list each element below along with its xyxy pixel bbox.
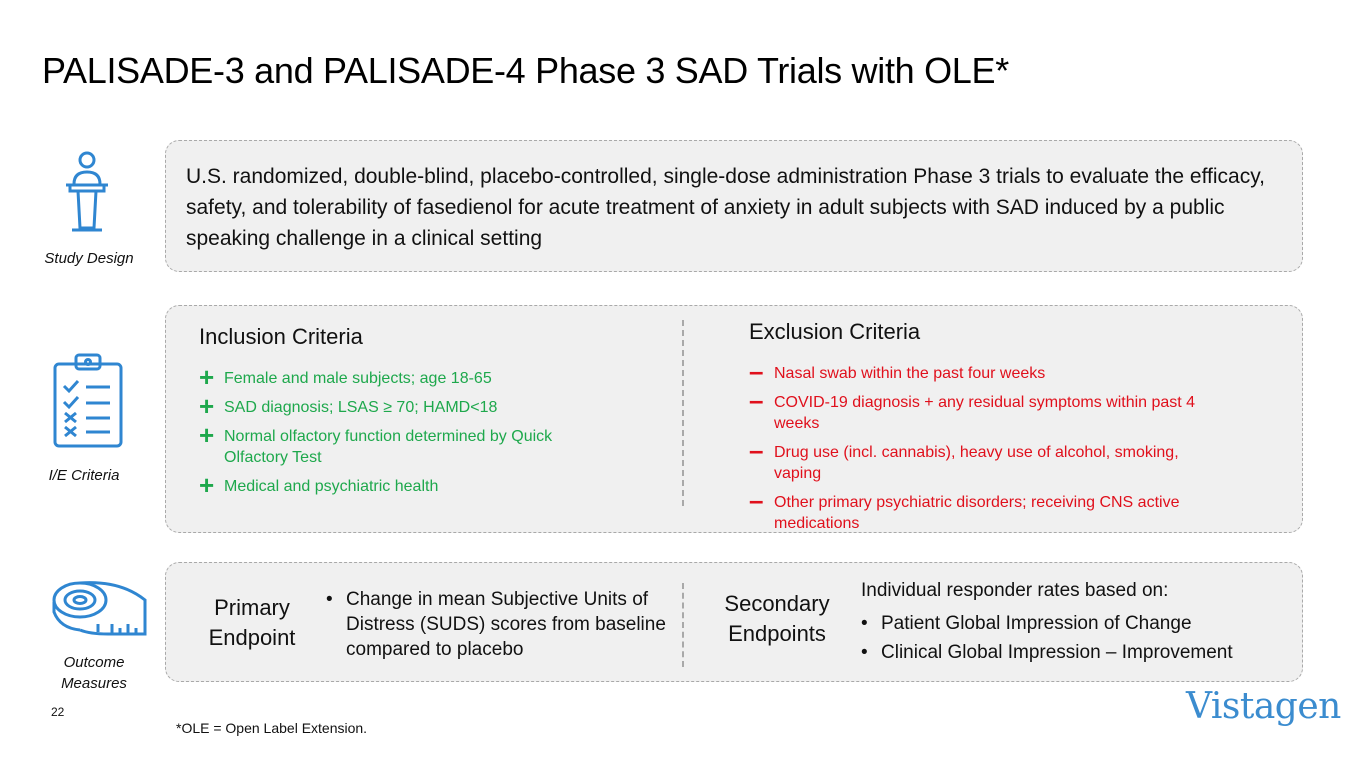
vistagen-logo: Vistagen xyxy=(1186,686,1341,727)
list-item: + SAD diagnosis; LSAS ≥ 70; HAMD<18 xyxy=(199,391,498,421)
minus-icon: – xyxy=(749,485,764,515)
secondary-endpoints-label: Secondary Endpoints xyxy=(724,591,830,646)
primary-endpoint-label: Primary Endpoint xyxy=(208,595,296,650)
plus-icon: + xyxy=(199,362,215,392)
podium-speaker-icon xyxy=(62,150,112,239)
plus-icon: + xyxy=(199,470,215,500)
minus-icon: – xyxy=(749,385,764,415)
list-item: • Clinical Global Impression – Improvement xyxy=(861,638,1291,667)
plus-icon: + xyxy=(199,391,215,421)
study-design-text: U.S. randomized, double-blind, placebo-controlled, single-dose administration Phase 3 trials to evaluate the efficacy, safety, and tolerability of fasedienol for acute treatment of anxiety in adult subjects with SAD induced by a public speaking challenge in a clinical setting xyxy=(186,165,1265,250)
outcome-measures-label: Outcome Measures xyxy=(61,654,127,692)
study-design-panel xyxy=(165,140,1303,272)
list-item: – Nasal swab within the past four weeks xyxy=(749,356,1046,386)
exclusion-heading: Exclusion Criteria xyxy=(749,319,921,344)
list-item: + Normal olfactory function determined by Quick Olfactory Test xyxy=(199,420,553,466)
column-divider xyxy=(682,583,684,667)
outcome-panel xyxy=(165,562,1303,682)
ie-criteria-label: I/E Criteria xyxy=(48,467,120,484)
ie-criteria-panel xyxy=(165,305,1303,533)
page-title: PALISADE-3 and PALISADE-4 Phase 3 SAD Trials with OLE* xyxy=(42,50,1009,91)
plus-icon: + xyxy=(199,420,215,450)
list-item: + Female and male subjects; age 18-65 xyxy=(199,362,492,392)
minus-icon: – xyxy=(749,435,764,465)
exclusion-list xyxy=(749,356,1249,542)
inclusion-heading: Inclusion Criteria xyxy=(199,324,363,349)
primary-endpoint-list xyxy=(326,587,666,662)
list-item: • Change in mean Subjective Units of Distress (SUDS) scores from baseline compared to placebo xyxy=(326,587,666,662)
inclusion-list xyxy=(199,362,659,505)
list-item: – COVID-19 diagnosis + any residual symptoms within past 4 weeks xyxy=(749,385,1196,432)
minus-icon: – xyxy=(749,356,764,386)
column-divider xyxy=(682,320,684,506)
footnote: *OLE = Open Label Extension. xyxy=(176,720,368,736)
page-number: 22 xyxy=(51,705,65,719)
tape-measure-icon xyxy=(50,578,150,645)
study-design-label: Study Design xyxy=(44,250,134,267)
list-item: – Other primary psychiatric disorders; receiving CNS active medications xyxy=(749,485,1180,532)
list-item: + Medical and psychiatric health xyxy=(199,470,439,500)
secondary-intro: Individual responder rates based on: xyxy=(861,580,1169,601)
clipboard-checklist-icon xyxy=(52,352,124,453)
list-item: • Patient Global Impression of Change xyxy=(861,609,1291,638)
secondary-endpoints-list xyxy=(861,609,1291,667)
list-item: – Drug use (incl. cannabis), heavy use of alcohol, smoking, vaping xyxy=(749,435,1179,482)
